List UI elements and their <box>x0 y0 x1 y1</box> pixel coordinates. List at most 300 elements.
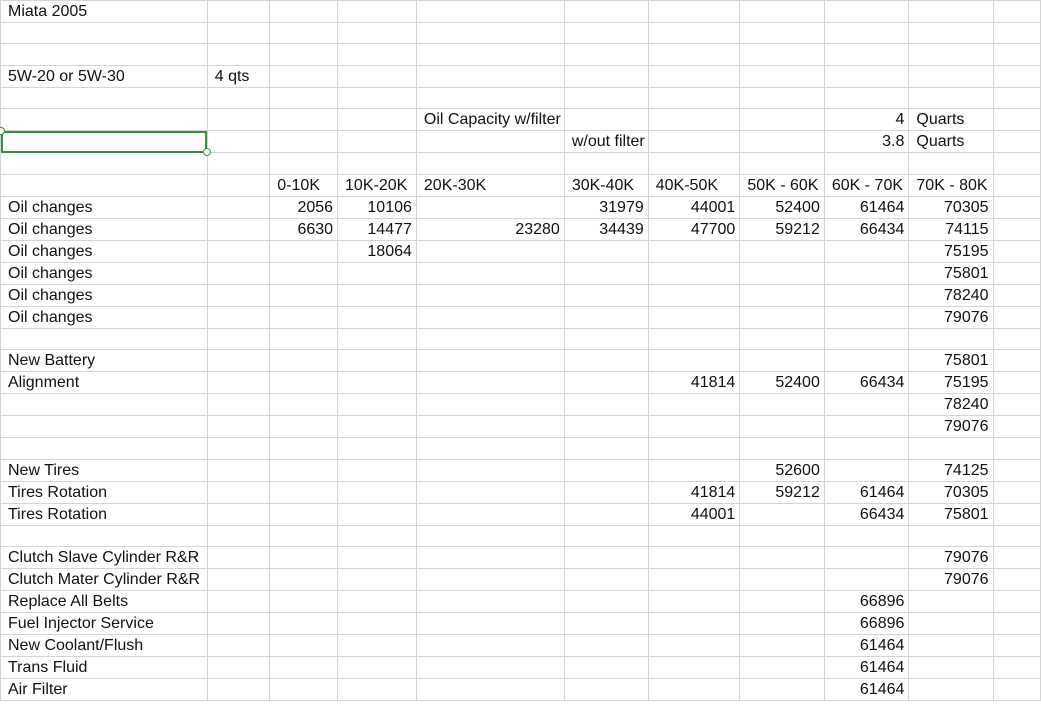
cell-G10[interactable]: 44001 <box>648 196 740 218</box>
cell-J7[interactable]: Quarts <box>909 131 993 153</box>
cell-I21[interactable] <box>824 438 909 459</box>
cell-K11[interactable] <box>993 218 1040 240</box>
cell-D32[interactable] <box>338 679 417 701</box>
cell-J8[interactable] <box>909 153 993 174</box>
cell-F32[interactable] <box>564 679 648 701</box>
cell-B5[interactable] <box>207 87 270 108</box>
cell-C24[interactable] <box>270 503 338 525</box>
cell-K18[interactable] <box>993 372 1040 394</box>
cell-G30[interactable] <box>648 635 740 657</box>
cell-I19[interactable] <box>824 394 909 416</box>
cell-C9[interactable]: 0-10K <box>270 174 338 196</box>
cell-C10[interactable]: 2056 <box>270 196 338 218</box>
cell-F29[interactable] <box>564 613 648 635</box>
cell-I20[interactable] <box>824 416 909 438</box>
cell-E16[interactable] <box>416 328 564 349</box>
cell-E32[interactable] <box>416 679 564 701</box>
cell-H25[interactable] <box>740 525 825 546</box>
cell-H10[interactable]: 52400 <box>740 196 825 218</box>
cell-F21[interactable] <box>564 438 648 459</box>
cell-H19[interactable] <box>740 394 825 416</box>
cell-E4[interactable] <box>416 65 564 87</box>
cell-G2[interactable] <box>648 23 740 44</box>
cell-D8[interactable] <box>338 153 417 174</box>
cell-A7[interactable] <box>1 131 208 153</box>
cell-F22[interactable] <box>564 459 648 481</box>
cell-B6[interactable] <box>207 109 270 131</box>
cell-J29[interactable] <box>909 613 993 635</box>
cell-J28[interactable] <box>909 591 993 613</box>
cell-F18[interactable] <box>564 372 648 394</box>
cell-B4[interactable]: 4 qts <box>207 65 270 87</box>
cell-F15[interactable] <box>564 306 648 328</box>
cell-F19[interactable] <box>564 394 648 416</box>
cell-B23[interactable] <box>207 481 270 503</box>
cell-E17[interactable] <box>416 350 564 372</box>
cell-F28[interactable] <box>564 591 648 613</box>
cell-D30[interactable] <box>338 635 417 657</box>
cell-F16[interactable] <box>564 328 648 349</box>
cell-J24[interactable]: 75801 <box>909 503 993 525</box>
cell-J2[interactable] <box>909 23 993 44</box>
cell-A15[interactable]: Oil changes <box>1 306 208 328</box>
cell-H7[interactable] <box>740 131 825 153</box>
cell-A14[interactable]: Oil changes <box>1 284 208 306</box>
cell-K24[interactable] <box>993 503 1040 525</box>
cell-E23[interactable] <box>416 481 564 503</box>
cell-I31[interactable]: 61464 <box>824 657 909 679</box>
cell-C12[interactable] <box>270 240 338 262</box>
cell-G16[interactable] <box>648 328 740 349</box>
cell-G28[interactable] <box>648 591 740 613</box>
cell-G8[interactable] <box>648 153 740 174</box>
cell-G6[interactable] <box>648 109 740 131</box>
cell-A11[interactable]: Oil changes <box>1 218 208 240</box>
cell-H28[interactable] <box>740 591 825 613</box>
cell-K21[interactable] <box>993 438 1040 459</box>
cell-C2[interactable] <box>270 23 338 44</box>
cell-A4[interactable]: 5W-20 or 5W-30 <box>1 65 208 87</box>
cell-E14[interactable] <box>416 284 564 306</box>
cell-G5[interactable] <box>648 87 740 108</box>
cell-J31[interactable] <box>909 657 993 679</box>
cell-J1[interactable] <box>909 1 993 23</box>
cell-I11[interactable]: 66434 <box>824 218 909 240</box>
cell-F3[interactable] <box>564 44 648 65</box>
cell-G25[interactable] <box>648 525 740 546</box>
cell-J15[interactable]: 79076 <box>909 306 993 328</box>
cell-D23[interactable] <box>338 481 417 503</box>
cell-I4[interactable] <box>824 65 909 87</box>
cell-J4[interactable] <box>909 65 993 87</box>
cell-I29[interactable]: 66896 <box>824 613 909 635</box>
cell-H21[interactable] <box>740 438 825 459</box>
cell-A20[interactable] <box>1 416 208 438</box>
cell-C29[interactable] <box>270 613 338 635</box>
cell-G22[interactable] <box>648 459 740 481</box>
cell-C27[interactable] <box>270 569 338 591</box>
cell-E31[interactable] <box>416 657 564 679</box>
cell-B19[interactable] <box>207 394 270 416</box>
cell-H2[interactable] <box>740 23 825 44</box>
cell-E2[interactable] <box>416 23 564 44</box>
cell-H13[interactable] <box>740 262 825 284</box>
cell-A27[interactable]: Clutch Mater Cylinder R&R <box>1 569 208 591</box>
cell-D24[interactable] <box>338 503 417 525</box>
cell-E25[interactable] <box>416 525 564 546</box>
cell-D16[interactable] <box>338 328 417 349</box>
cell-B28[interactable] <box>207 591 270 613</box>
cell-K15[interactable] <box>993 306 1040 328</box>
cell-B12[interactable] <box>207 240 270 262</box>
cell-C19[interactable] <box>270 394 338 416</box>
cell-A18[interactable]: Alignment <box>1 372 208 394</box>
cell-F5[interactable] <box>564 87 648 108</box>
cell-F23[interactable] <box>564 481 648 503</box>
cell-F10[interactable]: 31979 <box>564 196 648 218</box>
cell-E21[interactable] <box>416 438 564 459</box>
cell-E6[interactable]: Oil Capacity w/filter <box>416 109 564 131</box>
cell-K3[interactable] <box>993 44 1040 65</box>
cell-B21[interactable] <box>207 438 270 459</box>
cell-A16[interactable] <box>1 328 208 349</box>
cell-K31[interactable] <box>993 657 1040 679</box>
cell-A24[interactable]: Tires Rotation <box>1 503 208 525</box>
cell-D22[interactable] <box>338 459 417 481</box>
cell-D29[interactable] <box>338 613 417 635</box>
cell-K16[interactable] <box>993 328 1040 349</box>
cell-J14[interactable]: 78240 <box>909 284 993 306</box>
cell-G15[interactable] <box>648 306 740 328</box>
selection-handle-bottom-right[interactable] <box>203 148 211 156</box>
cell-K8[interactable] <box>993 153 1040 174</box>
cell-K14[interactable] <box>993 284 1040 306</box>
cell-I32[interactable]: 61464 <box>824 679 909 701</box>
cell-B2[interactable] <box>207 23 270 44</box>
cell-C21[interactable] <box>270 438 338 459</box>
cell-D19[interactable] <box>338 394 417 416</box>
cell-H17[interactable] <box>740 350 825 372</box>
cell-B17[interactable] <box>207 350 270 372</box>
cell-I30[interactable]: 61464 <box>824 635 909 657</box>
cell-D7[interactable] <box>338 131 417 153</box>
cell-E10[interactable] <box>416 196 564 218</box>
cell-B31[interactable] <box>207 657 270 679</box>
cell-C13[interactable] <box>270 262 338 284</box>
cell-I3[interactable] <box>824 44 909 65</box>
cell-H4[interactable] <box>740 65 825 87</box>
cell-I17[interactable] <box>824 350 909 372</box>
cell-B18[interactable] <box>207 372 270 394</box>
cell-H12[interactable] <box>740 240 825 262</box>
cell-J17[interactable]: 75801 <box>909 350 993 372</box>
cell-B16[interactable] <box>207 328 270 349</box>
cell-D10[interactable]: 10106 <box>338 196 417 218</box>
cell-C31[interactable] <box>270 657 338 679</box>
cell-K26[interactable] <box>993 547 1040 569</box>
cell-B32[interactable] <box>207 679 270 701</box>
cell-J18[interactable]: 75195 <box>909 372 993 394</box>
cell-F14[interactable] <box>564 284 648 306</box>
cell-K23[interactable] <box>993 481 1040 503</box>
cell-G3[interactable] <box>648 44 740 65</box>
cell-A21[interactable] <box>1 438 208 459</box>
cell-E20[interactable] <box>416 416 564 438</box>
cell-F1[interactable] <box>564 1 648 23</box>
cell-E30[interactable] <box>416 635 564 657</box>
cell-K13[interactable] <box>993 262 1040 284</box>
cell-A3[interactable] <box>1 44 208 65</box>
cell-B27[interactable] <box>207 569 270 591</box>
cell-J10[interactable]: 70305 <box>909 196 993 218</box>
cell-J13[interactable]: 75801 <box>909 262 993 284</box>
cell-I22[interactable] <box>824 459 909 481</box>
cell-E15[interactable] <box>416 306 564 328</box>
cell-H23[interactable]: 59212 <box>740 481 825 503</box>
cell-K12[interactable] <box>993 240 1040 262</box>
cell-J30[interactable] <box>909 635 993 657</box>
cell-G19[interactable] <box>648 394 740 416</box>
cell-H3[interactable] <box>740 44 825 65</box>
cell-B20[interactable] <box>207 416 270 438</box>
cell-D25[interactable] <box>338 525 417 546</box>
cell-A12[interactable]: Oil changes <box>1 240 208 262</box>
cell-C4[interactable] <box>270 65 338 87</box>
cell-H20[interactable] <box>740 416 825 438</box>
cell-K29[interactable] <box>993 613 1040 635</box>
cell-I23[interactable]: 61464 <box>824 481 909 503</box>
cell-K7[interactable] <box>993 131 1040 153</box>
cell-A22[interactable]: New Tires <box>1 459 208 481</box>
cell-A31[interactable]: Trans Fluid <box>1 657 208 679</box>
cell-J6[interactable]: Quarts <box>909 109 993 131</box>
cell-B14[interactable] <box>207 284 270 306</box>
cell-H5[interactable] <box>740 87 825 108</box>
cell-D15[interactable] <box>338 306 417 328</box>
cell-G27[interactable] <box>648 569 740 591</box>
cell-I28[interactable]: 66896 <box>824 591 909 613</box>
cell-A9[interactable] <box>1 174 208 196</box>
cell-D12[interactable]: 18064 <box>338 240 417 262</box>
cell-E7[interactable] <box>416 131 564 153</box>
cell-C1[interactable] <box>270 1 338 23</box>
cell-F13[interactable] <box>564 262 648 284</box>
cell-E5[interactable] <box>416 87 564 108</box>
cell-E11[interactable]: 23280 <box>416 218 564 240</box>
cell-C3[interactable] <box>270 44 338 65</box>
cell-K22[interactable] <box>993 459 1040 481</box>
cell-G23[interactable]: 41814 <box>648 481 740 503</box>
cell-D26[interactable] <box>338 547 417 569</box>
cell-A6[interactable] <box>1 109 208 131</box>
cell-K20[interactable] <box>993 416 1040 438</box>
cell-F8[interactable] <box>564 153 648 174</box>
cell-K19[interactable] <box>993 394 1040 416</box>
cell-B26[interactable] <box>207 547 270 569</box>
cell-K5[interactable] <box>993 87 1040 108</box>
cell-K32[interactable] <box>993 679 1040 701</box>
cell-H31[interactable] <box>740 657 825 679</box>
cell-B25[interactable] <box>207 525 270 546</box>
cell-J12[interactable]: 75195 <box>909 240 993 262</box>
cell-H6[interactable] <box>740 109 825 131</box>
cell-I8[interactable] <box>824 153 909 174</box>
cell-K2[interactable] <box>993 23 1040 44</box>
cell-D6[interactable] <box>338 109 417 131</box>
cell-F2[interactable] <box>564 23 648 44</box>
cell-G9[interactable]: 40K-50K <box>648 174 740 196</box>
cell-J26[interactable]: 79076 <box>909 547 993 569</box>
cell-H9[interactable]: 50K - 60K <box>740 174 825 196</box>
cell-J23[interactable]: 70305 <box>909 481 993 503</box>
cell-I27[interactable] <box>824 569 909 591</box>
cell-A8[interactable] <box>1 153 208 174</box>
cell-E19[interactable] <box>416 394 564 416</box>
cell-G1[interactable] <box>648 1 740 23</box>
cell-H27[interactable] <box>740 569 825 591</box>
cell-E3[interactable] <box>416 44 564 65</box>
cell-H29[interactable] <box>740 613 825 635</box>
cell-B7[interactable] <box>207 131 270 153</box>
cell-C6[interactable] <box>270 109 338 131</box>
cell-G32[interactable] <box>648 679 740 701</box>
cell-B13[interactable] <box>207 262 270 284</box>
cell-J5[interactable] <box>909 87 993 108</box>
cell-J27[interactable]: 79076 <box>909 569 993 591</box>
cell-A23[interactable]: Tires Rotation <box>1 481 208 503</box>
cell-J3[interactable] <box>909 44 993 65</box>
cell-D1[interactable] <box>338 1 417 23</box>
cell-F11[interactable]: 34439 <box>564 218 648 240</box>
cell-E8[interactable] <box>416 153 564 174</box>
cell-I5[interactable] <box>824 87 909 108</box>
cell-C11[interactable]: 6630 <box>270 218 338 240</box>
cell-I2[interactable] <box>824 23 909 44</box>
cell-K4[interactable] <box>993 65 1040 87</box>
cell-F27[interactable] <box>564 569 648 591</box>
cell-B11[interactable] <box>207 218 270 240</box>
cell-A26[interactable]: Clutch Slave Cylinder R&R <box>1 547 208 569</box>
cell-J25[interactable] <box>909 525 993 546</box>
cell-J20[interactable]: 79076 <box>909 416 993 438</box>
cell-H11[interactable]: 59212 <box>740 218 825 240</box>
cell-I7[interactable]: 3.8 <box>824 131 909 153</box>
cell-F7[interactable]: w/out filter <box>564 131 648 153</box>
cell-G14[interactable] <box>648 284 740 306</box>
cell-A29[interactable]: Fuel Injector Service <box>1 613 208 635</box>
cell-F26[interactable] <box>564 547 648 569</box>
cell-E9[interactable]: 20K-30K <box>416 174 564 196</box>
cell-A30[interactable]: New Coolant/Flush <box>1 635 208 657</box>
cell-A13[interactable]: Oil changes <box>1 262 208 284</box>
cell-K10[interactable] <box>993 196 1040 218</box>
cell-I9[interactable]: 60K - 70K <box>824 174 909 196</box>
cell-C7[interactable] <box>270 131 338 153</box>
cell-E22[interactable] <box>416 459 564 481</box>
cell-F12[interactable] <box>564 240 648 262</box>
cell-C25[interactable] <box>270 525 338 546</box>
cell-H26[interactable] <box>740 547 825 569</box>
cell-D4[interactable] <box>338 65 417 87</box>
cell-G31[interactable] <box>648 657 740 679</box>
cell-H22[interactable]: 52600 <box>740 459 825 481</box>
cell-A2[interactable] <box>1 23 208 44</box>
cell-G20[interactable] <box>648 416 740 438</box>
cell-A28[interactable]: Replace All Belts <box>1 591 208 613</box>
cell-I15[interactable] <box>824 306 909 328</box>
cell-B30[interactable] <box>207 635 270 657</box>
cell-C16[interactable] <box>270 328 338 349</box>
cell-H18[interactable]: 52400 <box>740 372 825 394</box>
cell-A17[interactable]: New Battery <box>1 350 208 372</box>
cell-J32[interactable] <box>909 679 993 701</box>
cell-C15[interactable] <box>270 306 338 328</box>
cell-G7[interactable] <box>648 131 740 153</box>
cell-J9[interactable]: 70K - 80K <box>909 174 993 196</box>
cell-C8[interactable] <box>270 153 338 174</box>
cell-E24[interactable] <box>416 503 564 525</box>
cell-D13[interactable] <box>338 262 417 284</box>
cell-I24[interactable]: 66434 <box>824 503 909 525</box>
cell-K17[interactable] <box>993 350 1040 372</box>
cell-I14[interactable] <box>824 284 909 306</box>
cell-B8[interactable] <box>207 153 270 174</box>
cell-E18[interactable] <box>416 372 564 394</box>
cell-D5[interactable] <box>338 87 417 108</box>
cell-C28[interactable] <box>270 591 338 613</box>
cell-I10[interactable]: 61464 <box>824 196 909 218</box>
cell-B3[interactable] <box>207 44 270 65</box>
cell-D31[interactable] <box>338 657 417 679</box>
cell-A1[interactable]: Miata 2005 <box>1 1 208 23</box>
cell-D28[interactable] <box>338 591 417 613</box>
cell-I13[interactable] <box>824 262 909 284</box>
cell-H1[interactable] <box>740 1 825 23</box>
cell-G26[interactable] <box>648 547 740 569</box>
cell-E29[interactable] <box>416 613 564 635</box>
cell-G17[interactable] <box>648 350 740 372</box>
cell-K1[interactable] <box>993 1 1040 23</box>
cell-K30[interactable] <box>993 635 1040 657</box>
cell-G11[interactable]: 47700 <box>648 218 740 240</box>
cell-H15[interactable] <box>740 306 825 328</box>
cell-G21[interactable] <box>648 438 740 459</box>
cell-D3[interactable] <box>338 44 417 65</box>
cell-J19[interactable]: 78240 <box>909 394 993 416</box>
cell-C26[interactable] <box>270 547 338 569</box>
cell-C23[interactable] <box>270 481 338 503</box>
cell-I16[interactable] <box>824 328 909 349</box>
cell-H8[interactable] <box>740 153 825 174</box>
cell-D2[interactable] <box>338 23 417 44</box>
cell-J16[interactable] <box>909 328 993 349</box>
cell-C14[interactable] <box>270 284 338 306</box>
cell-F25[interactable] <box>564 525 648 546</box>
cell-K27[interactable] <box>993 569 1040 591</box>
cell-B10[interactable] <box>207 196 270 218</box>
cell-K9[interactable] <box>993 174 1040 196</box>
cell-A10[interactable]: Oil changes <box>1 196 208 218</box>
cell-D20[interactable] <box>338 416 417 438</box>
cell-K28[interactable] <box>993 591 1040 613</box>
cell-C32[interactable] <box>270 679 338 701</box>
cell-E12[interactable] <box>416 240 564 262</box>
cell-A25[interactable] <box>1 525 208 546</box>
cell-F30[interactable] <box>564 635 648 657</box>
cell-I1[interactable] <box>824 1 909 23</box>
cell-D9[interactable]: 10K-20K <box>338 174 417 196</box>
cell-K6[interactable] <box>993 109 1040 131</box>
